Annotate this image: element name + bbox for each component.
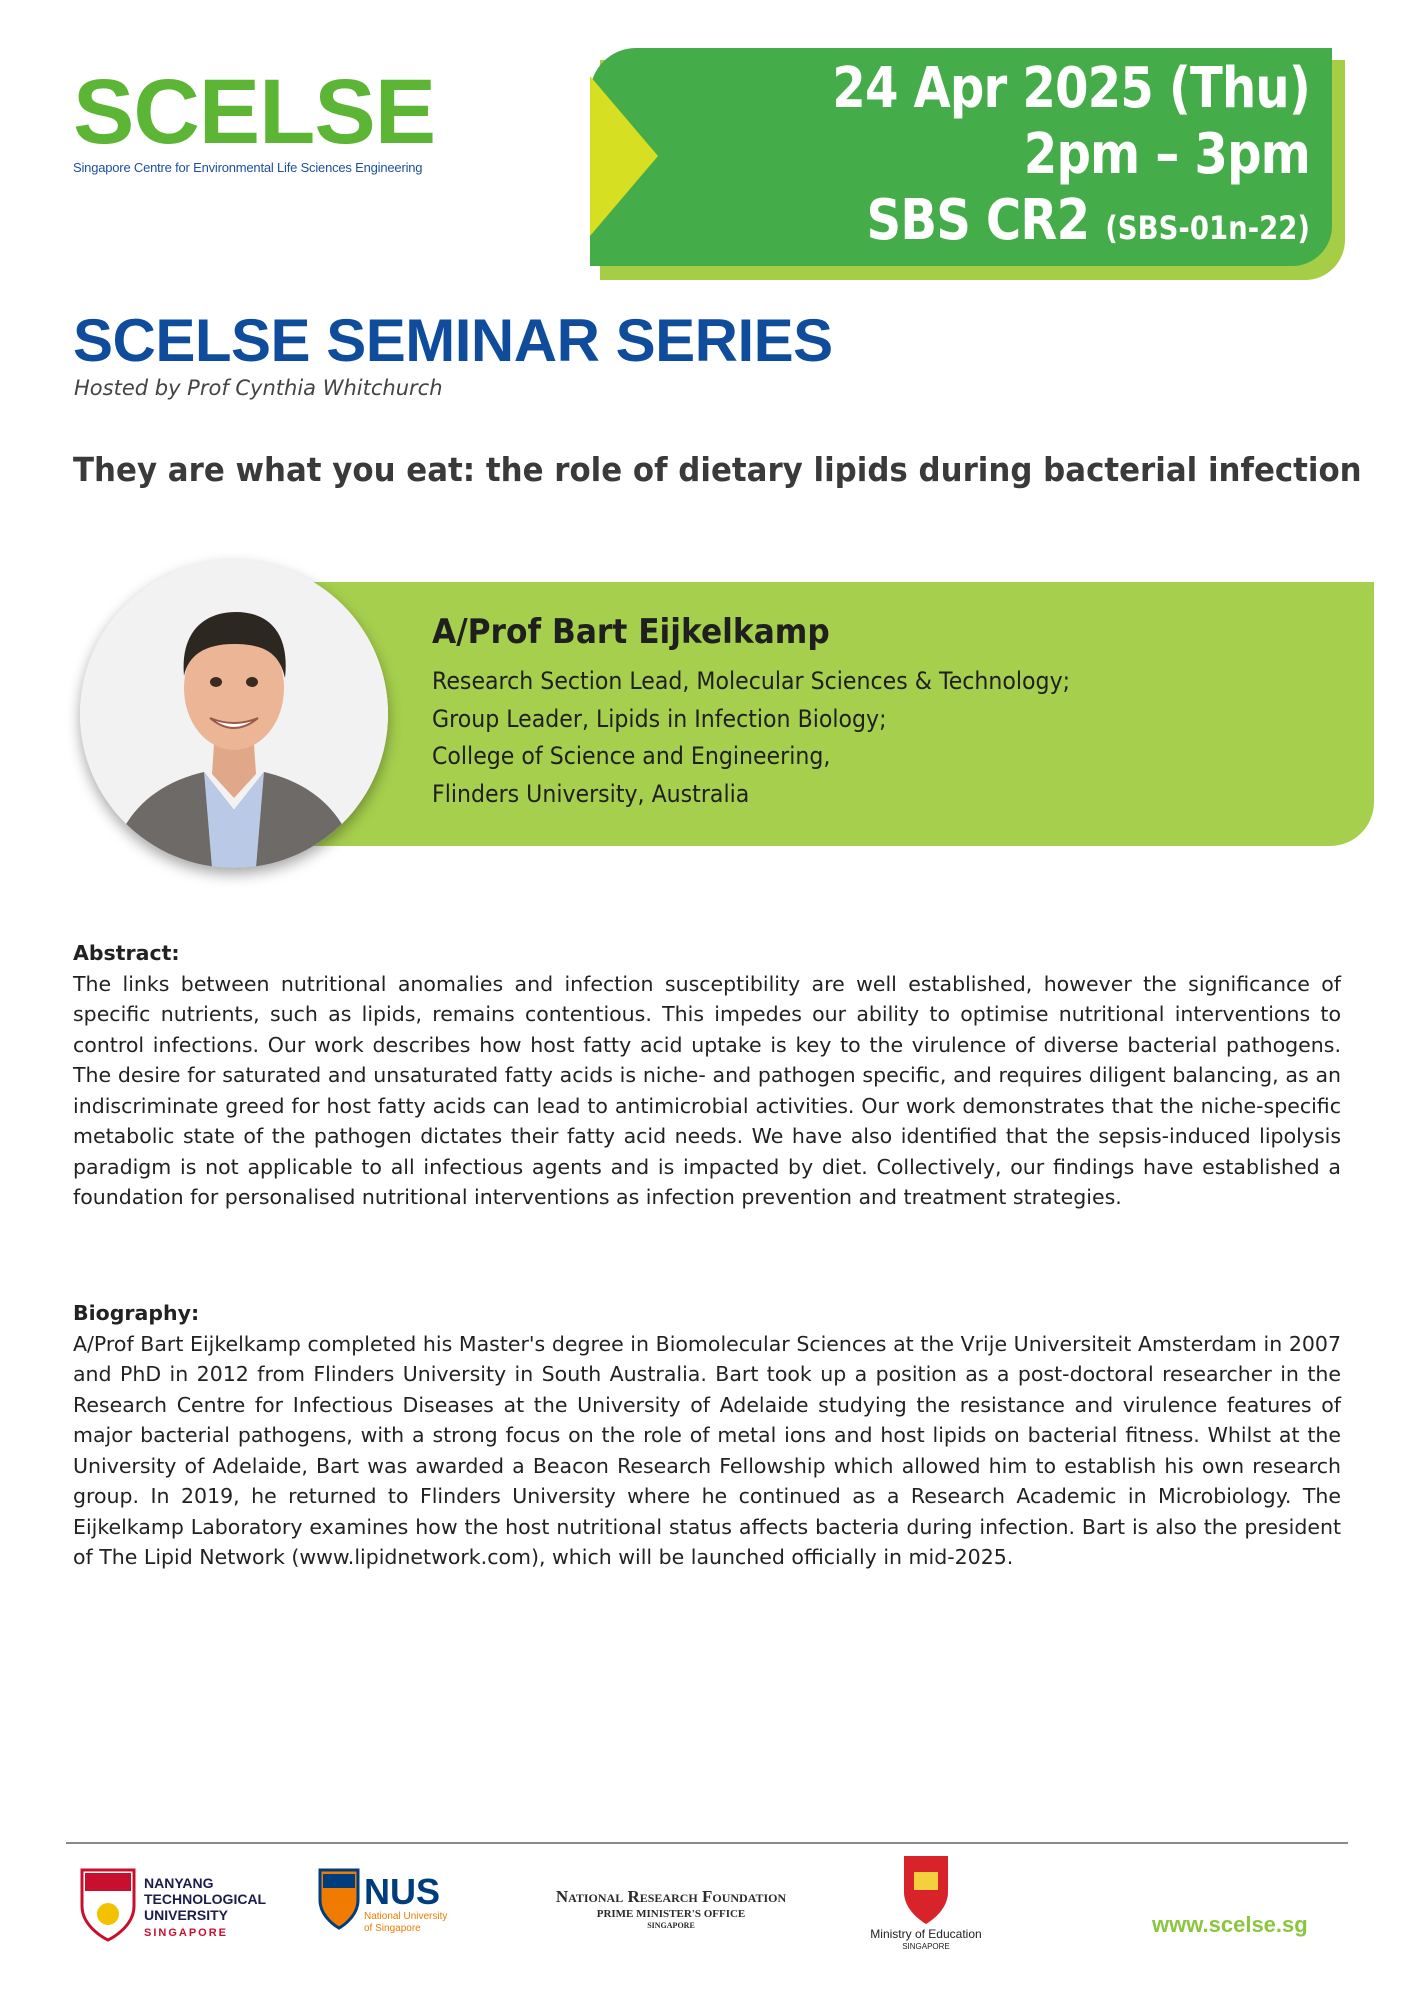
affiliation-line: Group Leader, Lipids in Infection Biology;: [432, 704, 887, 733]
ntu-logo: [78, 1866, 278, 1946]
event-venue-code: (SBS-01n-22): [1105, 209, 1310, 247]
event-details: [620, 56, 1310, 261]
logo-wordmark: SCELSE: [73, 61, 436, 163]
nrf-logo: [518, 1884, 824, 1938]
nus-sub-2: of Singapore: [364, 1923, 421, 1934]
talk-title: They are what you eat: the role of dietary lipids during bacterial infection: [73, 450, 1362, 489]
affiliation-line: Research Section Lead, Molecular Sciences & Technology;: [432, 667, 1071, 695]
ntu-crest-icon: [78, 1866, 278, 1946]
nrf-wordmark-icon: [518, 1884, 824, 1934]
speaker-photo: [80, 560, 388, 868]
event-venue-line: [717, 188, 1310, 261]
scelse-logo: [73, 61, 436, 175]
nus-crest-icon: [318, 1866, 478, 1946]
nrf-line-2: PRIME MINISTER'S OFFICE: [596, 1908, 746, 1920]
event-venue: SBS CR2: [866, 188, 1090, 253]
biography-section: [73, 1298, 1341, 1573]
moe-crest-icon: [858, 1852, 994, 1952]
host-line: Hosted by Prof Cynthia Whitchurch: [74, 376, 443, 400]
series-title: SCELSE SEMINAR SERIES: [73, 307, 833, 374]
moe-logo: [858, 1852, 994, 1956]
footer-divider: [66, 1842, 1348, 1844]
affiliation-line: College of Science and Engineering,: [432, 742, 831, 770]
nrf-line-3: SINGAPORE: [647, 1921, 695, 1930]
event-time: 2pm – 3pm: [1023, 122, 1310, 187]
ntu-line-2: TECHNOLOGICAL: [144, 1891, 267, 1907]
ntu-line-3: UNIVERSITY: [144, 1907, 229, 1923]
abstract-section: [73, 938, 1341, 1213]
website-link[interactable]: www.scelse.sg: [1152, 1912, 1308, 1937]
moe-line-1: Ministry of Education: [870, 1927, 982, 1941]
speaker-portrait-icon: [80, 560, 388, 868]
nus-word: NUS: [364, 1871, 441, 1912]
nus-logo: [318, 1866, 478, 1946]
speaker-affiliations: [432, 663, 1126, 813]
abstract-heading: Abstract:: [73, 941, 180, 965]
ntu-line-4: SINGAPORE: [144, 1927, 229, 1939]
biography-heading: Biography:: [73, 1301, 200, 1325]
affiliation-line: Flinders University, Australia: [432, 779, 750, 808]
nrf-line-1: National Research Foundation: [555, 1887, 787, 1906]
biography-text: A/Prof Bart Eijkelkamp completed his Master's degree in Biomolecular Sciences at the Vrije Universiteit Amsterdam in 2007 and PhD in 2012 from Flinders University in South Australia. Bart took up a position as a post-doctoral researcher in the Research Centre for Infectious Diseases at the University of Adelaide studying the resistance and virulence features of major bacterial pathogens, with a strong focus on the role of metal ions and host lipids on bacterial fitness. Whilst at the University of Adelaide, Bart was awarded a Beacon Research Fellowship which allowed him to establish his own research group. In 2019, he returned to Flinders University where he continued as a Research Academic in Microbiology. The Eijkelkamp Laboratory examines how the host nutritional status affects bacteria during infection. Bart is also the president of The Lipid Network (www.lipidnetwork.com), which will be launched officially in mid-2025.: [73, 1331, 1341, 1569]
moe-line-2: SINGAPORE: [902, 1942, 950, 1951]
speaker-name: A/Prof Bart Eijkelkamp: [432, 612, 830, 652]
nus-sub-1: National University: [364, 1911, 448, 1922]
abstract-text: The links between nutritional anomalies and infection susceptibility are well established, however the significance of specific nutrients, such as lipids, remains contentious. This impedes our ability to optimise nutritional interventions to control infections. Our work describes how host fatty acid uptake is key to the virulence of diverse bacterial pathogens. The desire for saturated and unsaturated fatty acids is niche- and pathogen specific, and requires diligent balancing, as an indiscriminate greed for host fatty acids can lead to antimicrobial activities. Our work demonstrates that the niche-specific metabolic state of the pathogen dictates their fatty acid needs. We have also identified that the sepsis-induced lipolysis paradigm is not applicable to all infectious agents and is impacted by diet. Collectively, our findings have established a foundation for personalised nutritional interventions as infection prevention and treatment strategies.: [73, 971, 1341, 1209]
ntu-line-1: NANYANG: [144, 1875, 214, 1891]
logo-tagline: Singapore Centre for Environmental Life Sciences Engineering: [73, 160, 423, 175]
event-date: 24 Apr 2025 (Thu): [832, 56, 1310, 121]
